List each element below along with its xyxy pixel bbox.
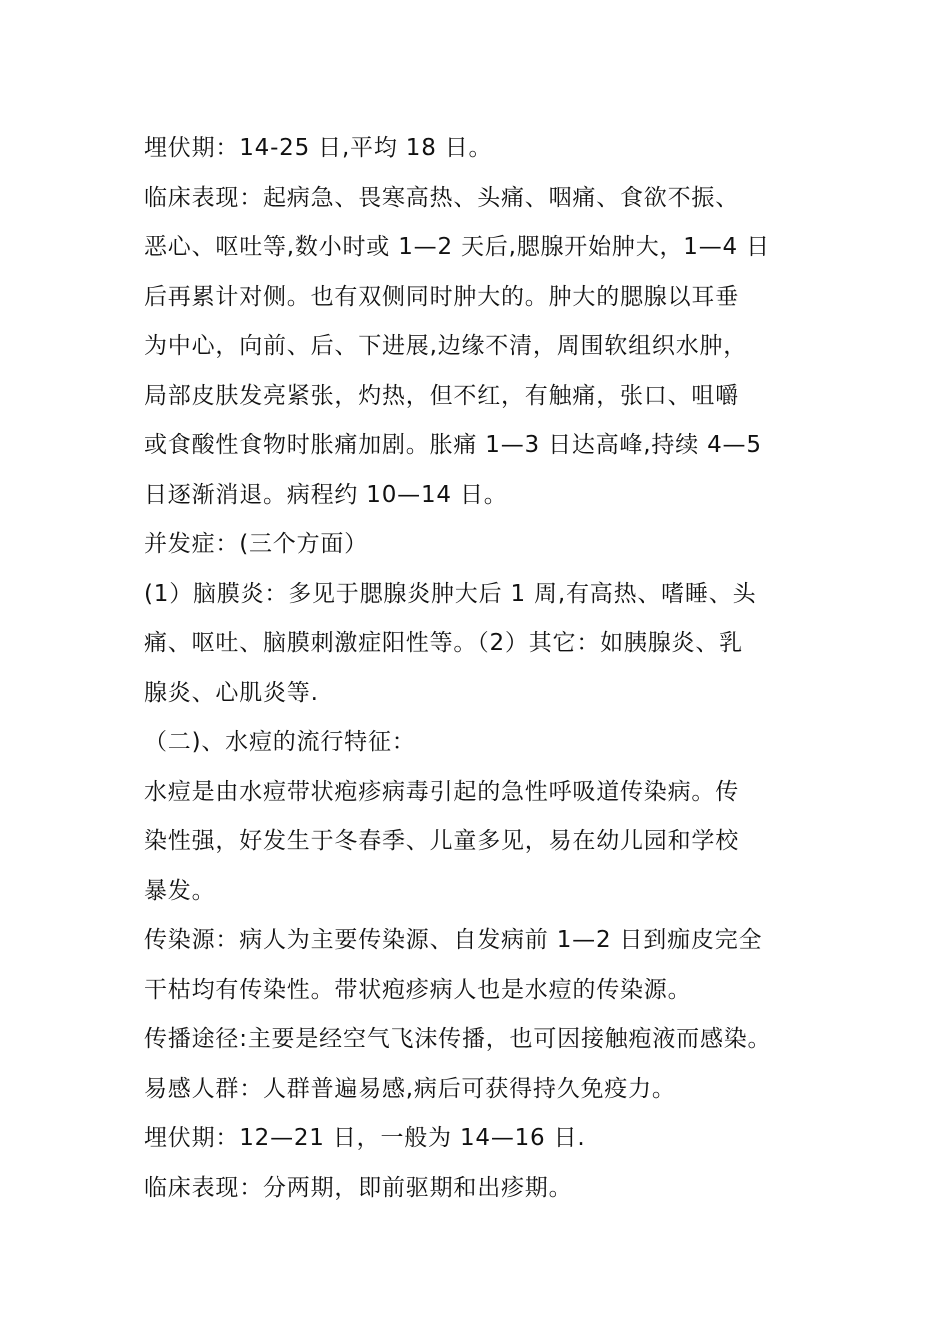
text-line: 染性强，好发生于冬春季、儿童多见，易在幼儿园和学校 <box>144 828 739 854</box>
text-line: 或食酸性食物时胀痛加剧。胀痛 1—3 日达高峰,持续 4—5 <box>144 432 762 458</box>
text-line: (1）脑膜炎：多见于腮腺炎肿大后 1 周,有高热、嗜睡、头 <box>144 580 757 607</box>
text-line-susceptible: 易感人群：人群普遍易感,病后可获得持久免疫力。 <box>144 1075 676 1102</box>
text-line: 干枯均有传染性。带状疱疹病人也是水痘的传染源。 <box>144 976 692 1003</box>
text-line: 后再累计对侧。也有双侧同时肿大的。肿大的腮腺以耳垂 <box>144 283 739 310</box>
text-line-transmission: 传播途径:主要是经空气飞沫传播，也可因接触疱液而感染。 <box>144 1026 772 1052</box>
section-heading-varicella: （二)、水痘的流行特征： <box>144 729 416 755</box>
text-line: 为中心，向前、后、下进展,边缘不清，周围软组织水肿， <box>144 333 748 359</box>
text-line: 暴发。 <box>144 877 216 904</box>
text-line-complications: 并发症：(三个方面） <box>144 531 368 557</box>
text-line-incubation-varicella: 埋伏期：12—21 日，一般为 14—16 日. <box>144 1125 586 1151</box>
text-line: 临床表现：起病急、畏寒高热、头痛、咽痛、食欲不振、 <box>144 184 739 211</box>
text-line: 日逐渐消退。病程约 10—14 日。 <box>144 481 508 508</box>
text-line: 痛、呕吐、脑膜刺激症阳性等。（2）其它：如胰腺炎、乳 <box>144 630 743 656</box>
document-body <box>144 124 809 1213</box>
text-line: 水痘是由水痘带状疱疹病毒引起的急性呼吸道传染病。传 <box>144 778 739 805</box>
text-line-source: 传染源：病人为主要传染源、自发病前 1—2 日到痂皮完全 <box>144 927 763 953</box>
text-line: 腺炎、心肌炎等. <box>144 679 319 706</box>
text-line-incubation-mumps: 埋伏期：14-25 日,平均 18 日。 <box>144 135 493 161</box>
text-line: 恶心、呕吐等,数小时或 1—2 天后,腮腺开始肿大，1—4 日 <box>144 234 770 260</box>
text-line-clinical: 临床表现：分两期，即前驱期和出疹期。 <box>144 1174 573 1201</box>
text-line: 局部皮肤发亮紧张，灼热，但不红，有触痛，张口、咀嚼 <box>144 382 739 409</box>
